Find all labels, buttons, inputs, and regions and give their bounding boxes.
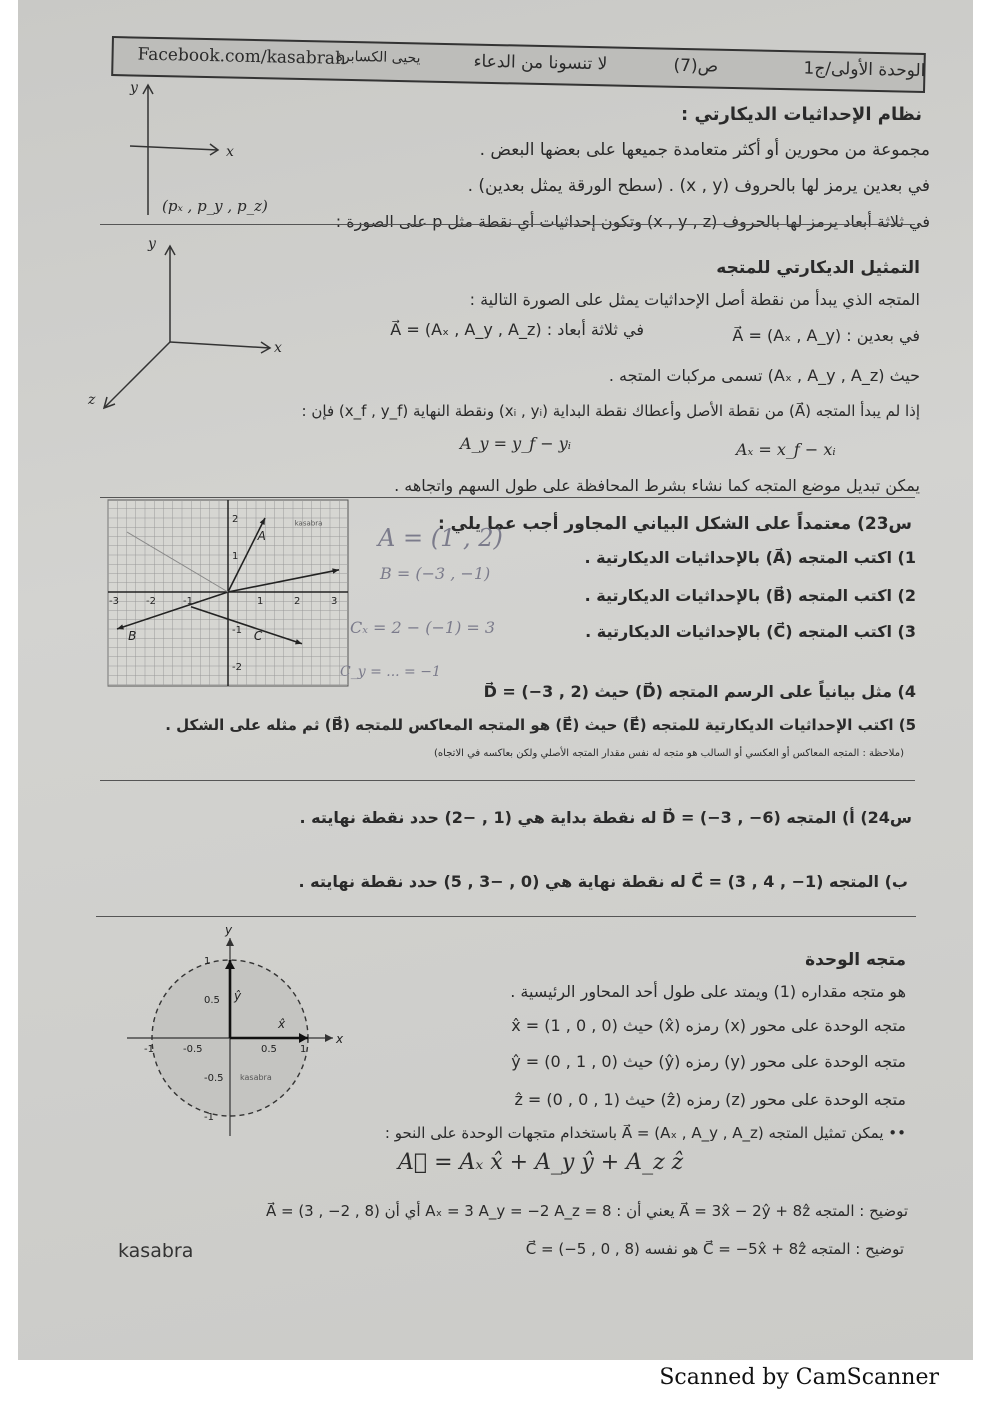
axis-3d-z <box>104 342 170 408</box>
grid-tick-y: -2 <box>232 662 242 673</box>
q23-item-5: 5) اكتب الإحداثيات الديكارتية للمتجه (E⃗) حيث (E⃗) هو المتجه المعاكس للمتجه (B⃗) ثم مثله على الشكل . <box>165 716 916 734</box>
camscanner-footer: Scanned by CamScanner <box>659 1365 939 1390</box>
vector-grid-graph <box>108 500 348 686</box>
section2-move: يمكن تبديل موضع المتجه كما نشاء بشرط المحافظة على طول السهم واتجاهه . <box>394 476 920 495</box>
section1-line1: مجموعة من محورين أو أكثر متعامدة جميعها على بعضها البعض . <box>479 140 930 160</box>
axes-3d-figure <box>88 238 288 418</box>
grid-tick-x: 2 <box>294 596 301 607</box>
grid-tick-y: 1 <box>232 551 239 562</box>
unit-vector-z: متجه الوحدة على محور (z) رمزه (ẑ) حيث ẑ = (0 , 0 , 1) <box>514 1090 906 1109</box>
example-2: توضيح : المتجه C⃗ = −5x̂ + 8ẑ هو نفسه C⃗ = (−5 , 0 , 8) <box>525 1240 904 1258</box>
circle-xhat-label: x̂ <box>278 1017 286 1031</box>
circle-y-axis-head <box>226 938 234 946</box>
header-author: يحيى الكسابرة <box>335 48 421 67</box>
unit-vector-title: متجه الوحدة <box>805 950 906 970</box>
grid-tick-y: -1 <box>232 625 242 636</box>
section2-two-d: في بعدين : A⃗ = (Aₓ , A_y) <box>732 326 920 345</box>
grid-label-a: A <box>257 529 266 544</box>
section1-title: نظام الإحداثيات الديكارتي : <box>681 104 922 125</box>
handwritten-c2: C_y = ... = −1 <box>340 664 441 680</box>
circle-axis-x-label: x <box>336 1032 344 1046</box>
q23-item-2: 2) اكتب المتجه (B⃗) بالإحداثيات الديكارتية . <box>584 586 916 605</box>
section1-line2: في بعدين يرمز لها بالحروف (x , y) . (سطح الورقة يمثل بعدين) . <box>467 176 930 196</box>
grid-tick-y: 2 <box>232 514 239 525</box>
grid-label-b: B <box>128 629 137 644</box>
grid-label-c: C <box>253 629 263 644</box>
axis-3d-x-label: x <box>274 340 282 356</box>
q23-item-4: 4) مثل بيانياً على الرسم المتجه (D⃗) حيث D⃗ = (−3 , 2) <box>483 682 916 701</box>
circle-x-axis-head <box>325 1034 333 1042</box>
circle-tick-x: 1 <box>300 1044 307 1055</box>
section2-not-origin: إذا لم يبدأ المتجه (A⃗) من نقطة الأصل وأعطاك نقطة البداية (xᵢ , yᵢ) ونقطة النهاية (x_f , y_f) فإن : <box>301 402 920 420</box>
q23-title: س23) معتمداً على الشكل البياني المجاور أجب عما يلي : <box>437 514 912 534</box>
circle-tick-y: -0.5 <box>204 1073 224 1084</box>
point-p-coords: (pₓ , p_y , p_z) <box>162 197 268 215</box>
circle-yhat-label: ŷ <box>234 989 242 1003</box>
section2-line1: المتجه الذي يبدأ من نقطة أصل الإحداثيات يمثل على الصورة التالية : <box>469 290 920 309</box>
axis-2d-y-label: y <box>130 80 138 96</box>
grid-watermark: kasabra <box>294 519 323 528</box>
footer-kasabra: kasabra <box>118 1240 194 1262</box>
handwritten-c1: Cₓ = 2 − (−1) = 3 <box>350 618 496 637</box>
section2-title: التمثيل الديكارتي للمتجه <box>716 258 920 278</box>
header-page: ص(7) <box>673 55 719 77</box>
handwritten-a: A = (1 , 2) <box>378 524 503 552</box>
grid-tick-x: -2 <box>146 596 156 607</box>
q23-item-3: 3) اكتب المتجه (C⃗) بالإحداثيات الديكارتية . <box>585 622 916 641</box>
q24-a: س24) أ) المتجه D⃗ = (−3 , −6) له نقطة بداية هي (1 , −2) حدد نقطة نهايته . <box>299 808 912 827</box>
grid-tick-x: -1 <box>183 596 193 607</box>
header-unit: الوحدة الأولى/ج1 <box>803 58 926 82</box>
q24-b: ب) المتجه C⃗ = (3 , 4 , −1) له نقطة نهاية هي (0 , −3 , 5) حدد نقطة نهايته . <box>298 872 908 891</box>
circle-tick-y: 1 <box>204 956 211 967</box>
circle-tick-y: -1 <box>204 1112 214 1123</box>
axis-3d-y-label: y <box>148 236 156 252</box>
grid-tick-x: -3 <box>109 596 119 607</box>
axis-2d-x <box>130 146 218 150</box>
circle-axis-y-label: y <box>225 923 233 937</box>
eq-ax: Aₓ = x_f − xᵢ <box>736 440 836 459</box>
circle-watermark: kasabra <box>240 1073 272 1082</box>
circle-tick-y: 0.5 <box>204 995 220 1006</box>
divider-2 <box>100 497 915 498</box>
section2-three-d: في ثلاثة أبعاد : A⃗ = (Aₓ , A_y , A_z) <box>390 320 644 339</box>
header-site: Facebook.com/kasabrah <box>137 44 347 69</box>
section1-line3: في ثلاثة أبعاد يرمز لها بالحروف (x , y , z) وتكون إحداثيات أي نقطة مثل p على الصورة : <box>335 212 930 231</box>
unit-vector-represent: •• يمكن تمثيل المتجه A⃗ = (Aₓ , A_y , A_z) باستخدام متجهات الوحدة على النحو : <box>384 1124 906 1142</box>
q23-item-1: 1) اكتب المتجه (A⃗) بالإحداثيات الديكارتية . <box>584 548 916 567</box>
circle-tick-x: 0.5 <box>261 1044 277 1055</box>
unit-vector-formula: A⃗ = Aₓ x̂ + A_y ŷ + A_z ẑ <box>398 1150 684 1175</box>
circle-tick-x: -0.5 <box>183 1044 203 1055</box>
eq-ay: A_y = y_f − yᵢ <box>460 434 571 453</box>
circle-tick-x: -1 <box>144 1044 154 1055</box>
unit-vector-y: متجه الوحدة على محور (y) رمزه (ŷ) حيث ŷ = (0 , 1 , 0) <box>511 1052 906 1071</box>
section2-components: حيث (Aₓ , A_y , A_z) تسمى مركبات المتجه . <box>608 366 920 385</box>
grid-tick-x: 1 <box>257 596 264 607</box>
axis-3d-z-label: z <box>88 392 96 408</box>
grid-tick-x: 3 <box>331 596 338 607</box>
unit-vector-def: هو متجه مقداره (1) ويمتد على طول أحد المحاور الرئيسية . <box>510 982 906 1001</box>
axis-3d-x <box>170 342 270 348</box>
unit-vector-x: متجه الوحدة على محور (x) رمزه (x̂) حيث x̂ = (1 , 0 , 0) <box>511 1016 906 1035</box>
divider-3 <box>100 780 915 781</box>
axis-2d-x-label: x <box>226 144 234 160</box>
handwritten-b: B = (−3 , −1) <box>380 564 491 583</box>
example-1: توضيح : المتجه A⃗ = 3x̂ − 2ŷ + 8ẑ يعني أن : Aₓ = 3 A_y = −2 A_z = 8 أي أن A⃗ = (3 , −2 , 8) <box>265 1202 908 1220</box>
header-dua: لا تنسونا من الدعاء <box>473 51 608 75</box>
divider-1 <box>100 224 915 225</box>
divider-4 <box>96 916 916 917</box>
unit-circle-figure <box>130 923 344 1136</box>
q23-note: (ملاحظة : المتجه المعاكس أو العكسي أو السالب هو متجه له نفس مقدار المتجه الأصلي ولكن بعاكسه في الاتجاه) <box>434 748 904 759</box>
